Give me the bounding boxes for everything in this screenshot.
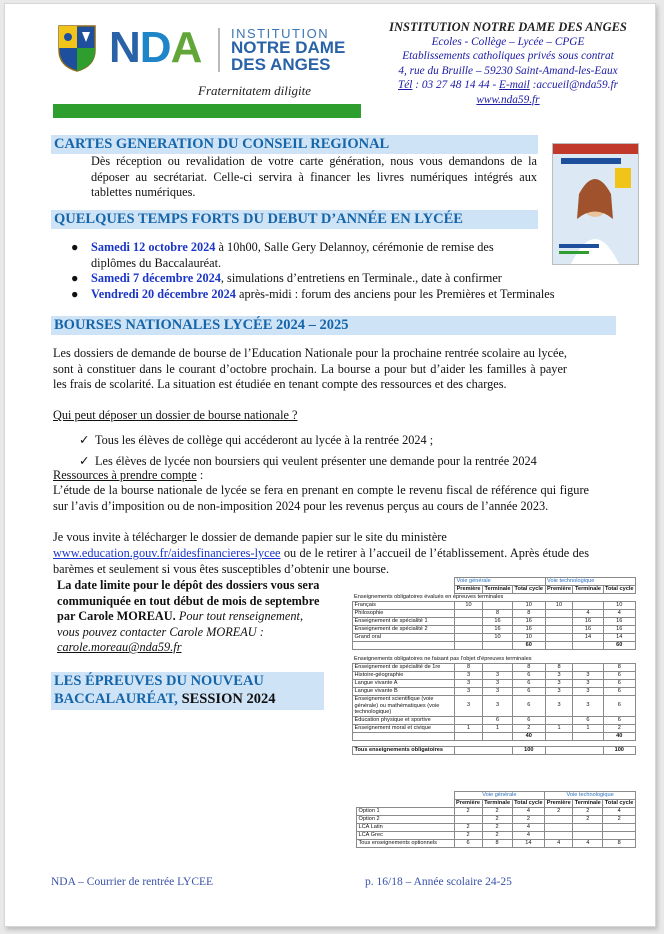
brochure-cover-image xyxy=(552,143,639,265)
table-cell xyxy=(455,716,483,724)
table-cell: 10 xyxy=(545,602,573,610)
table-row xyxy=(357,816,636,824)
ressources-label: Ressources à prendre compte : xyxy=(53,468,204,482)
row-label: Histoire-géographie xyxy=(353,672,455,680)
table-header-row: Première Terminale Total cycle Première Terminale Total cycle xyxy=(357,800,636,808)
table-cell: 10 xyxy=(483,634,513,642)
table-cell: 10 xyxy=(513,634,546,642)
table-cell: 3 xyxy=(455,680,483,688)
deadline-paragraph: La date limite pour le dépôt des dossiers vous sera communiquée en tout début de mois de septembre par Carole MOREAU. Pour tout renseignement, vous pouvez contacter Carole MOREAU : carole.moreau@nda59.fr xyxy=(57,578,320,654)
row-label: Langue vivante A xyxy=(353,680,455,688)
table-cell: 2 xyxy=(512,816,545,824)
table-section-label: Enseignements obligatoires ne faisant pas l’objet d’épreuves terminales xyxy=(354,656,532,662)
table-cell: 14 xyxy=(512,840,545,848)
email-link[interactable]: E-mail xyxy=(499,79,530,91)
row-label: Enseignement de spécialité 2 xyxy=(353,626,455,634)
table-cell: 3 xyxy=(483,672,513,680)
table-cell: 4 xyxy=(573,840,603,848)
ressources-text: L’étude de la bourse nationale de lycée se fera en prenant en compte le revenu fiscal de référence qui figure sur l’avis d’imposition ou de non-imposition 2024 pour les revenus perçus au cours de l’année 2023. xyxy=(53,483,589,513)
epreuves-table xyxy=(352,577,636,755)
table-cell: 6 xyxy=(513,680,546,688)
table-cell xyxy=(603,824,636,832)
table-cell xyxy=(573,732,603,740)
ministry-link[interactable]: www.education.gouv.fr/aidesfinancieres-lycee xyxy=(53,546,281,560)
bourses-question: Qui peut déposer un dossier de bourse nationale ? xyxy=(53,408,298,422)
table-section-label: Enseignements obligatoires évalués en épreuves terminales xyxy=(354,594,504,600)
table-cell xyxy=(455,626,483,634)
table-cell: 6 xyxy=(513,672,546,680)
table-cell: 6 xyxy=(483,716,513,724)
table-cell: 4 xyxy=(512,824,545,832)
table-cell xyxy=(455,634,483,642)
table-cell xyxy=(545,732,573,740)
table-cell xyxy=(455,610,483,618)
table-cell: 16 xyxy=(513,618,546,626)
row-label: LCA Grec xyxy=(357,832,455,840)
table-cell: 6 xyxy=(513,716,546,724)
table-cell: 3 xyxy=(545,672,573,680)
table-cell xyxy=(483,664,513,672)
row-label: Enseignement scientifique (voie générale) ou mathématiques (voie technologique) xyxy=(353,696,455,717)
row-label xyxy=(353,642,455,650)
section-heading-temps-forts: QUELQUES TEMPS FORTS DU DEBUT D’ANNÉE EN LYCÉE xyxy=(51,210,538,229)
institution-address-block xyxy=(377,20,639,107)
table-cell: 3 xyxy=(455,672,483,680)
table-cell: 2 xyxy=(603,724,636,732)
table-cell: 3 xyxy=(573,696,603,717)
table-cell: 60 xyxy=(513,642,546,650)
row-label: Philosophie xyxy=(353,610,455,618)
table-cell: 8 xyxy=(603,840,636,848)
table-cell: 10 xyxy=(455,602,483,610)
table-cell: 4 xyxy=(573,610,603,618)
checklist-item: ✓ Tous les élèves de collège qui accéderont au lycée à la rentrée 2024 ; xyxy=(79,433,434,447)
table-row xyxy=(353,724,636,732)
table-row xyxy=(353,642,636,650)
table-cell: 6 xyxy=(513,696,546,717)
table-cell: 8 xyxy=(455,664,483,672)
table-cell: 2 xyxy=(603,816,636,824)
table-cell: 6 xyxy=(454,840,482,848)
table-cell: 3 xyxy=(545,688,573,696)
table-header-row: Première Terminale Total cycle Première Terminale Total cycle xyxy=(456,586,634,592)
table-cell: 2 xyxy=(482,808,512,816)
table-cell xyxy=(573,664,603,672)
table-cell xyxy=(455,732,483,740)
row-label: Tous enseignements optionnels xyxy=(357,840,455,848)
table-cell: 10 xyxy=(513,602,546,610)
options-table xyxy=(356,791,636,848)
table-cell xyxy=(545,642,573,650)
row-label: Option 1 xyxy=(357,808,455,816)
table-cell: 3 xyxy=(545,696,573,717)
table-cell xyxy=(483,602,513,610)
table-cell: 1 xyxy=(573,724,603,732)
table-row xyxy=(353,626,636,634)
table-cell: 16 xyxy=(483,626,513,634)
table-cell: 6 xyxy=(603,672,636,680)
table-total-row: Tous enseignements obligatoires 100 100 xyxy=(353,746,636,754)
table-cell: 8 xyxy=(545,664,573,672)
table-cell: 2 xyxy=(454,832,482,840)
table-cell: 16 xyxy=(483,618,513,626)
table-cell: 6 xyxy=(573,716,603,724)
table-cell: 14 xyxy=(603,634,636,642)
table-cell xyxy=(455,618,483,626)
contact-line: Tél : 03 27 48 14 44 - E-mail :accueil@nda59.fr xyxy=(398,79,618,91)
table-cell: 3 xyxy=(455,688,483,696)
table-cell xyxy=(545,816,573,824)
table-cell: 2 xyxy=(454,824,482,832)
list-item: ● Samedi 7 décembre 2024, simulations d’entretiens en Terminale., date à confirmer xyxy=(71,271,502,285)
table-cell xyxy=(545,832,573,840)
table-cell xyxy=(573,824,603,832)
table-row xyxy=(353,618,636,626)
table-row xyxy=(353,664,636,672)
table-cell: 1 xyxy=(455,724,483,732)
table-cell: 4 xyxy=(545,840,573,848)
table-cell: 3 xyxy=(455,696,483,717)
table-row xyxy=(353,672,636,680)
address-line-3: 4, rue du Bruille – 59230 Saint-Amand-les-Eaux xyxy=(398,64,618,77)
cartes-text: Dès réception ou revalidation de votre carte génération, nous vous demandons de la déposer au secrétariat. Celle-ci servira à financer les livres numériques intégrés aux tablettes numériques. xyxy=(91,154,537,199)
table-header-row: Voie générale Voie technologique xyxy=(353,578,636,586)
table-cell: 3 xyxy=(483,680,513,688)
motto: Fraternitatem diligite xyxy=(198,83,312,98)
table-cell: 3 xyxy=(483,688,513,696)
table-row xyxy=(353,610,636,618)
institution-title: INSTITUTION NOTRE DAME DES ANGES xyxy=(389,20,627,34)
table-cell: 8 xyxy=(513,664,546,672)
table-cell: 6 xyxy=(603,696,636,717)
table-cell xyxy=(545,824,573,832)
table-cell xyxy=(545,626,573,634)
footer-page-number: p. 16/18 – Année scolaire 24-25 xyxy=(365,876,512,888)
table-cell: 8 xyxy=(482,840,512,848)
table-row xyxy=(357,832,636,840)
table-cell xyxy=(573,602,603,610)
table-cell: 4 xyxy=(603,610,636,618)
row-label: Éducation physique et sportive xyxy=(353,716,455,724)
table-cell: 2 xyxy=(482,816,512,824)
table-cell xyxy=(454,816,482,824)
row-label: Français xyxy=(353,602,455,610)
table-cell: 4 xyxy=(512,808,545,816)
table-cell: 40 xyxy=(513,732,546,740)
table-cell xyxy=(545,610,573,618)
table-row xyxy=(353,680,636,688)
table-cell: 2 xyxy=(573,816,603,824)
table-cell xyxy=(545,716,573,724)
table-cell: 10 xyxy=(603,602,636,610)
table-cell: 4 xyxy=(512,832,545,840)
table-row xyxy=(353,634,636,642)
checklist-item: ✓ Les élèves de lycée non boursiers qui veulent présenter une demande pour la rentrée 2024 xyxy=(79,454,537,468)
table-cell: 1 xyxy=(545,724,573,732)
table-cell: 2 xyxy=(513,724,546,732)
logo-divider xyxy=(218,28,220,72)
table-cell xyxy=(545,634,573,642)
table-cell: 14 xyxy=(573,634,603,642)
table-cell: 3 xyxy=(483,696,513,717)
crest-logo xyxy=(57,24,97,72)
footer-left: NDA – Courrier de rentrée LYCEE xyxy=(51,876,214,888)
table-cell: 3 xyxy=(545,680,573,688)
logo-institution-label: INSTITUTION xyxy=(231,26,330,41)
logo-name: NOTRE DAME DES ANGES xyxy=(231,38,346,74)
table-cell: 8 xyxy=(513,610,546,618)
invite-text: Je vous invite à télécharger le dossier de demande papier sur le site du ministère xyxy=(53,530,447,544)
row-label: Grand oral xyxy=(353,634,455,642)
table-cell: 3 xyxy=(573,688,603,696)
table-cell: 2 xyxy=(454,808,482,816)
table-cell: 60 xyxy=(603,642,636,650)
table-row xyxy=(353,716,636,724)
table-header-row: Voie générale Voie technologique xyxy=(357,792,636,800)
nda-logo: NDA xyxy=(109,23,202,72)
table-cell: 2 xyxy=(545,808,573,816)
table-cell: 6 xyxy=(513,688,546,696)
table-cell xyxy=(573,832,603,840)
table-row xyxy=(357,808,636,816)
download-paragraph: www.education.gouv.fr/aidesfinancieres-lycee ou de le retirer à l’accueil de l’établissement. Après étude des barèmes et seulement si vous êtes susceptibles d’obtenir une bourse. xyxy=(53,546,589,576)
table-cell: 2 xyxy=(573,808,603,816)
table-row xyxy=(353,696,636,717)
green-bar xyxy=(53,104,361,118)
table-cell: 6 xyxy=(603,716,636,724)
table-cell: 2 xyxy=(482,832,512,840)
table-cell: 3 xyxy=(573,680,603,688)
table-cell: 6 xyxy=(603,680,636,688)
table-cell xyxy=(573,642,603,650)
table-cell: 16 xyxy=(603,618,636,626)
table-cell xyxy=(483,642,513,650)
table-cell: 40 xyxy=(603,732,636,740)
table-cell: 16 xyxy=(603,626,636,634)
table-cell: 16 xyxy=(573,626,603,634)
page xyxy=(4,3,656,927)
row-label: Option 2 xyxy=(357,816,455,824)
table-row xyxy=(353,732,636,740)
row-label xyxy=(353,732,455,740)
table-cell xyxy=(603,832,636,840)
row-label: Langue vivante B xyxy=(353,688,455,696)
table-cell: 8 xyxy=(603,664,636,672)
list-item: ● Vendredi 20 décembre 2024 après-midi : forum des anciens pour les Premières et Terminales xyxy=(71,287,555,301)
table-row xyxy=(353,688,636,696)
table-cell: 2 xyxy=(482,824,512,832)
table-row xyxy=(357,840,636,848)
bourses-intro: Les dossiers de demande de bourse de l’Education Nationale pour la prochaine rentrée scolaire au lycée, sont à constituer dans le courant d’octobre prochain. La bourse a pour but d’aider les familles à payer les frais de scolarité. La situation est étudiée en tenant compte des ressources et des charges. xyxy=(53,346,567,391)
address-line-2: Etablissements catholiques privés sous contrat xyxy=(402,50,614,62)
row-label: Enseignement moral et civique xyxy=(353,724,455,732)
table-cell: 6 xyxy=(603,688,636,696)
section-heading-epreuves: LES ÉPREUVES DU NOUVEAU BACCALAURÉAT, SESSION 2024 xyxy=(51,672,324,710)
table-cell: 16 xyxy=(513,626,546,634)
contact-email[interactable]: carole.moreau@nda59.fr xyxy=(57,640,182,654)
section-heading-bourses: BOURSES NATIONALES LYCÉE 2024 – 2025 xyxy=(51,316,616,335)
website-link[interactable]: www.nda59.fr xyxy=(476,93,540,106)
row-label: Enseignement de spécialité 1 xyxy=(353,618,455,626)
row-label: LCA Latin xyxy=(357,824,455,832)
table-cell: 1 xyxy=(483,724,513,732)
table-cell xyxy=(483,732,513,740)
table-cell xyxy=(545,618,573,626)
table-cell: 4 xyxy=(603,808,636,816)
row-label: Enseignement de spécialité de 1re xyxy=(353,664,455,672)
table-cell: 3 xyxy=(573,672,603,680)
table-row xyxy=(357,824,636,832)
section-heading-cartes: CARTES GENERATION DU CONSEIL REGIONAL xyxy=(51,135,538,154)
address-line-1: Ecoles - Collège – Lycée – CPGE xyxy=(431,35,585,48)
table-cell: 16 xyxy=(573,618,603,626)
list-item: ● Samedi 12 octobre 2024 à 10h00, Salle Gery Delannoy, cérémonie de remise des diplômes du Baccalauréat. xyxy=(71,240,494,270)
table-cell: 8 xyxy=(483,610,513,618)
table-row xyxy=(353,602,636,610)
table-cell xyxy=(455,642,483,650)
